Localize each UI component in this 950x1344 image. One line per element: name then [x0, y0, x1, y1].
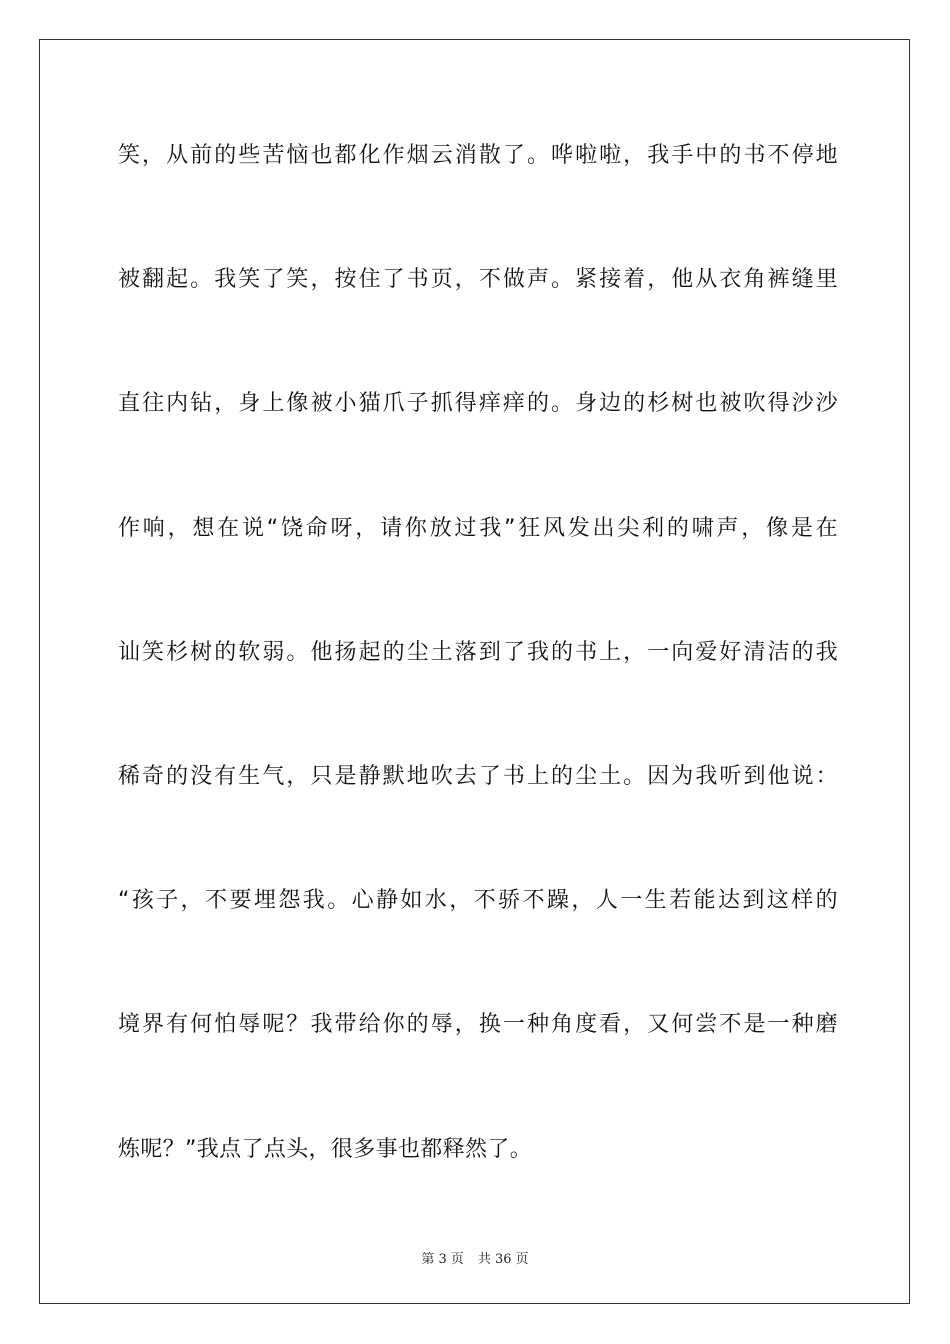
page-number: 第 3 页	[421, 1252, 464, 1267]
text-line: 稀奇的没有生气，只是静默地吹去了书上的尘土。因为我听到他说：	[118, 763, 838, 789]
text-line: 作响，想在说“饶命呀，请你放过我”狂风发出尖利的啸声，像是在	[118, 515, 838, 541]
page-total: 共 36 页	[477, 1252, 529, 1267]
document-body	[118, 125, 838, 1243]
text-line: “孩子，不要埋怨我。心静如水，不骄不躁，人一生若能达到这样的	[118, 888, 838, 914]
text-line: 被翻起。我笑了笑，按住了书页，不做声。紧接着，他从衣角裤缝里	[118, 267, 838, 293]
text-line: 炼呢？”我点了点头，很多事也都释然了。	[118, 1136, 533, 1162]
text-line: 讪笑杉树的软弱。他扬起的尘土落到了我的书上，一向爱好清洁的我	[118, 639, 838, 665]
text-line: 直往内钻，身上像被小猫爪子抓得痒痒的。身边的杉树也被吹得沙沙	[118, 391, 838, 417]
text-line: 境界有何怕辱呢？我带给你的辱，换一种角度看，又何尝不是一种磨	[118, 1012, 838, 1038]
text-line: 笑，从前的些苦恼也都化作烟云消散了。哗啦啦，我手中的书不停地	[118, 143, 838, 168]
page-footer	[0, 1248, 950, 1267]
